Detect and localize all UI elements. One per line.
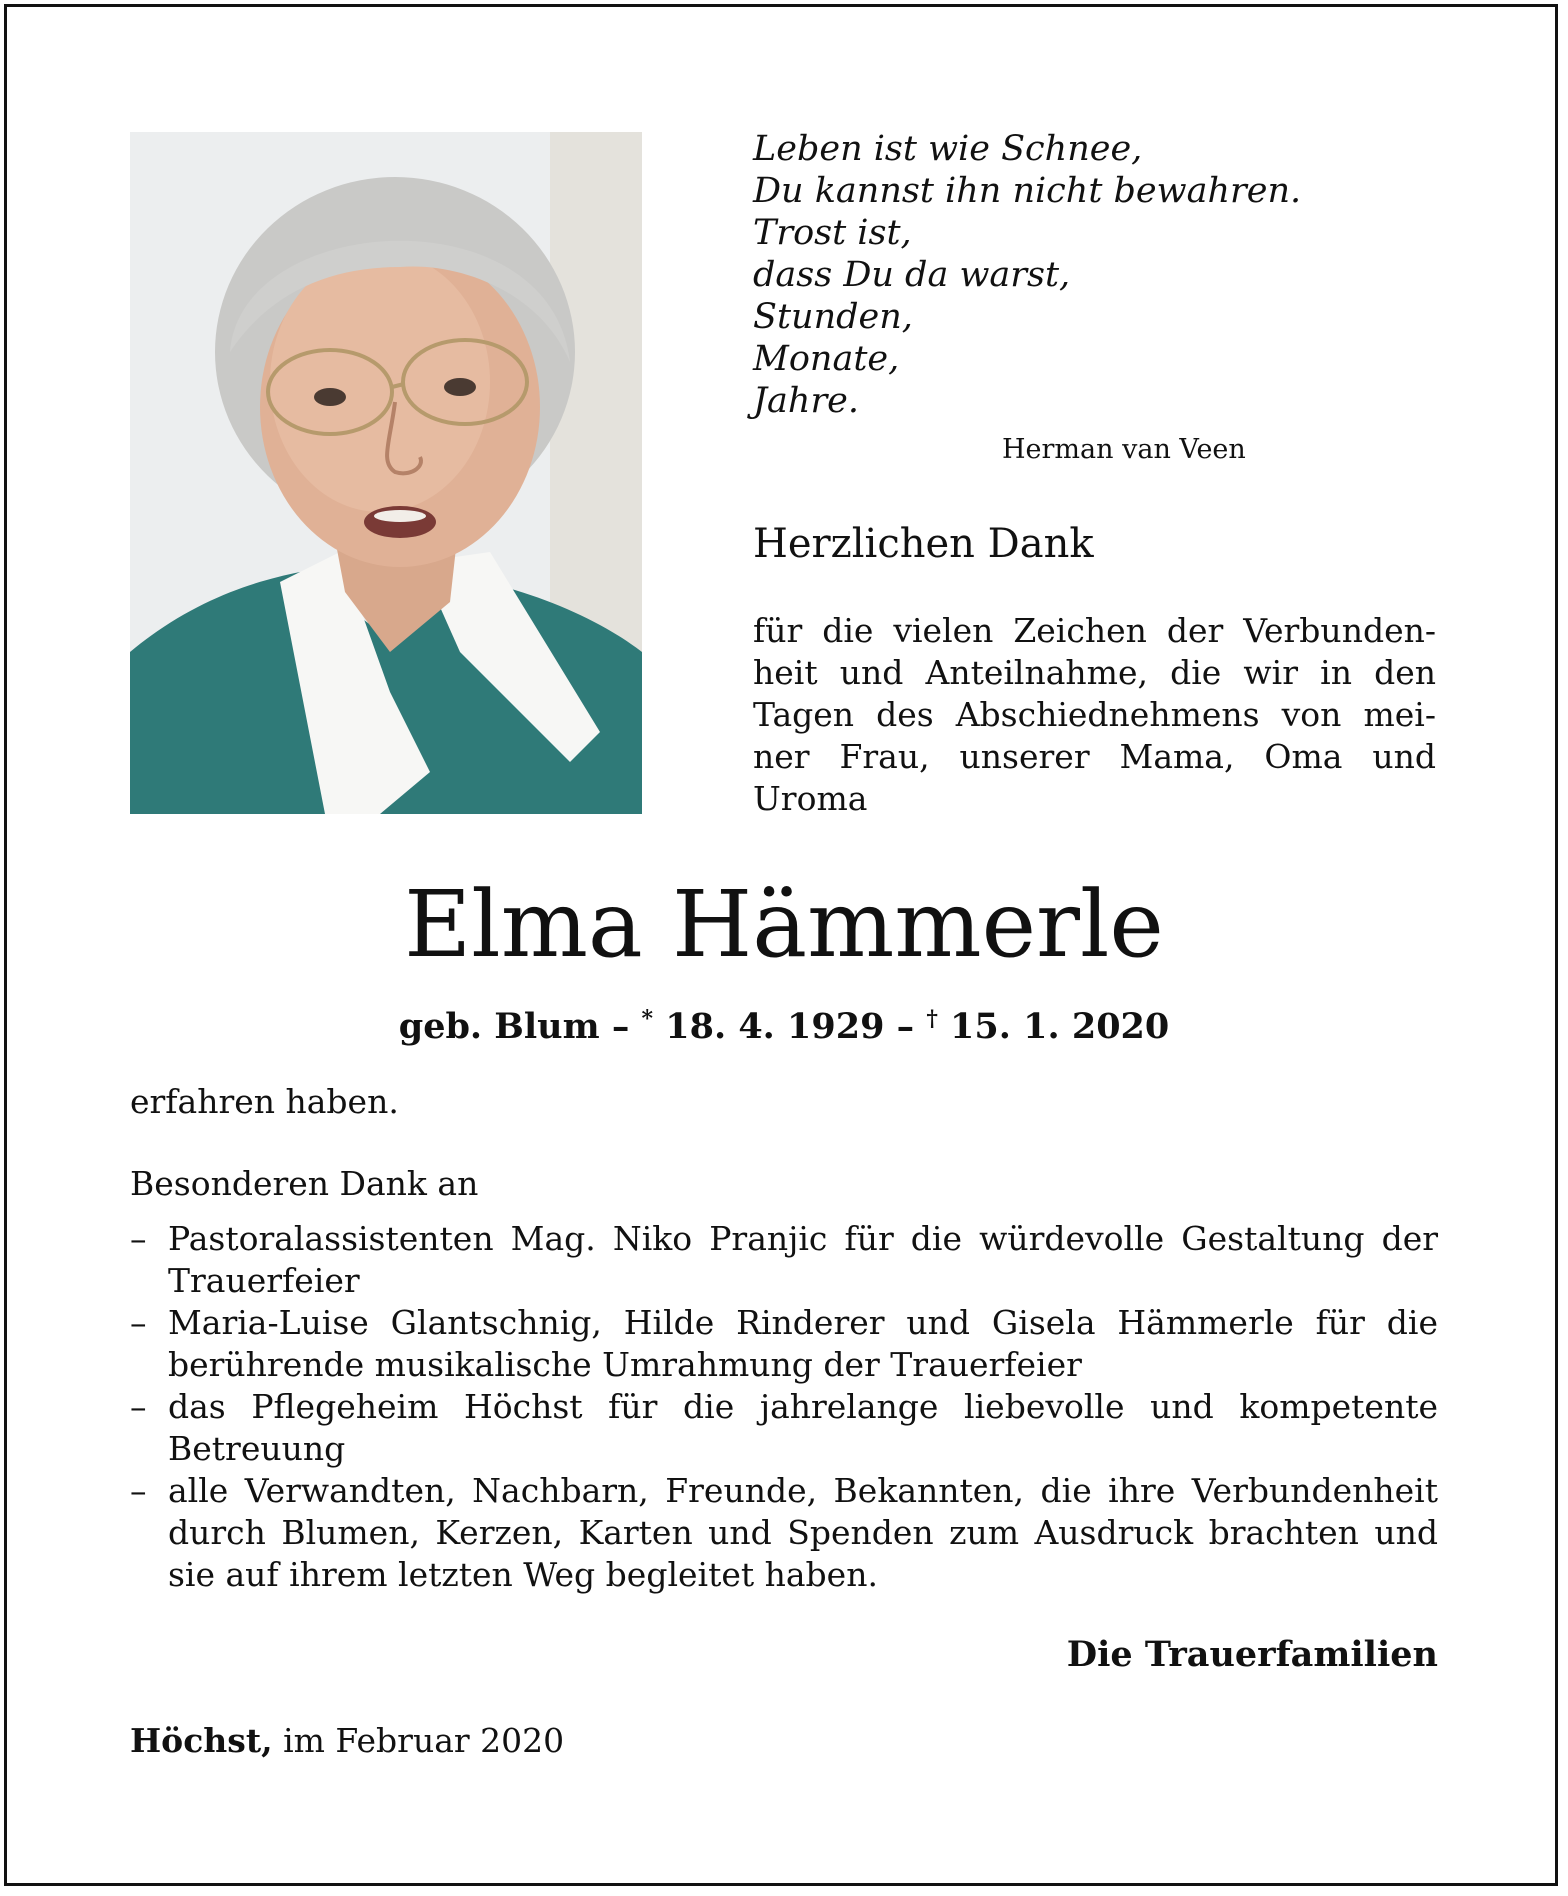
place-date xyxy=(130,1718,564,1764)
list-item-text: das Pflegeheim Höchst für die jahrelange liebevolle und kompetente Betreuung xyxy=(168,1387,1438,1468)
poem-line: Jahre. xyxy=(753,381,860,421)
thanks-heading: Herzlichen Dank xyxy=(753,521,1094,567)
list-item xyxy=(130,1470,1438,1596)
poem-line: dass Du da warst, xyxy=(753,255,1071,295)
list-dash: – xyxy=(130,1387,147,1426)
death-date: 15. 1. 2020 xyxy=(950,1006,1170,1047)
poem-line: Stunden, xyxy=(753,297,913,337)
list-dash: – xyxy=(130,1219,147,1258)
maiden-name: geb. Blum xyxy=(398,1006,600,1047)
life-dates: geb. Blum – * 18. 4. 1929 – † 15. 1. 2020 xyxy=(398,1006,1170,1047)
place-date-text: im Februar 2020 xyxy=(283,1721,565,1760)
poem-line: Leben ist wie Schnee, xyxy=(753,129,1143,169)
place-town: Höchst, xyxy=(130,1721,273,1760)
special-thanks-list xyxy=(130,1218,1438,1596)
list-item-text: Pastoralassistenten Mag. Niko Pranjic für die würdevolle Gestaltung der Trauerfeier xyxy=(168,1219,1438,1300)
death-symbol: † xyxy=(926,1006,938,1032)
portrait-photo xyxy=(130,132,642,814)
poem-author: Herman van Veen xyxy=(1002,434,1246,465)
poem-line: Du kannst ihn nicht bewahren. xyxy=(753,171,1302,211)
poem xyxy=(753,128,1301,422)
poem-line: Trost ist, xyxy=(753,213,912,253)
special-thanks-intro: Besonderen Dank an xyxy=(130,1164,479,1203)
list-item-text: alle Verwandten, Nachbarn, Freunde, Bekannten, die ihre Verbundenheit durch Blumen, Kerzen, Karten und Spenden zum Ausdruck brachten und sie auf ihrem letzten Weg begleitet haben. xyxy=(168,1471,1438,1594)
deceased-name: Elma Hämmerle xyxy=(404,871,1164,978)
birth-date: 18. 4. 1929 xyxy=(665,1006,885,1047)
poem-line: Monate, xyxy=(753,339,900,379)
birth-symbol: * xyxy=(641,1006,654,1032)
list-item-text: Maria-Luise Glantschnig, Hilde Rinderer und Gisela Hämmerle für die berührende musikalische Umrahmung der Trauerfeier xyxy=(168,1303,1438,1384)
thanks-text: für die vielen Zeichen der Verbunden-heit und Anteilnahme, die wir in den Tagen des Abschiednehmens von mei-ner Frau, unserer Mama, Oma und Uroma xyxy=(753,611,1436,818)
list-dash: – xyxy=(130,1471,147,1510)
list-item xyxy=(130,1386,1438,1470)
list-item xyxy=(130,1218,1438,1302)
list-dash: – xyxy=(130,1303,147,1342)
continuation-text: erfahren haben. xyxy=(130,1082,399,1121)
portrait-illustration xyxy=(130,132,642,814)
signature: Die Trauerfamilien xyxy=(1066,1634,1438,1675)
list-item xyxy=(130,1302,1438,1386)
